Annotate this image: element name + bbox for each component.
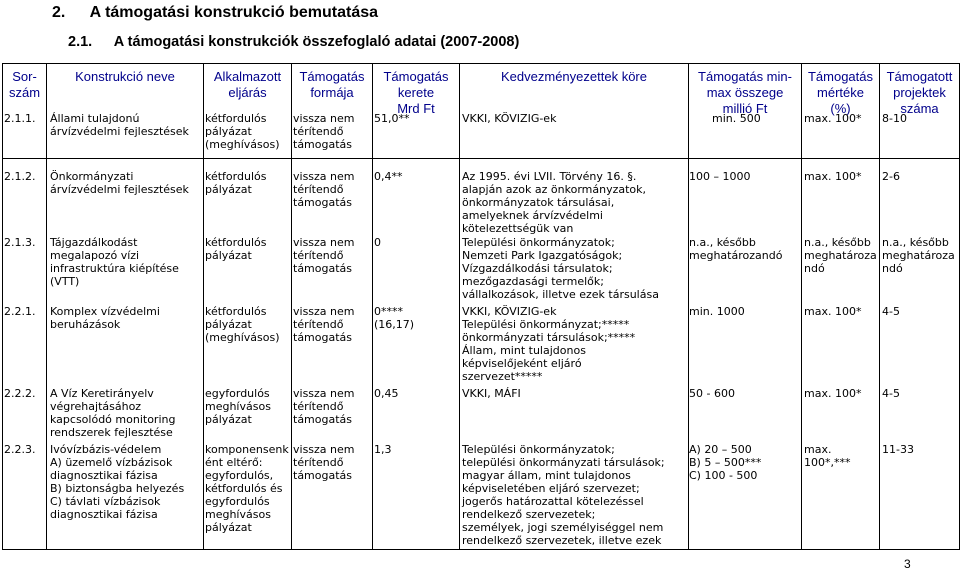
row-beneficiaries: VKKI, KÖVIZIG-ek <box>462 112 557 125</box>
row-number: 2.2.1. <box>4 305 36 318</box>
header-amount: Támogatás min- max összege millió Ft <box>698 69 792 116</box>
row-name: Tájgazdálkodást megalapozó vízi infrastruktúra kiépítése (VTT) <box>50 236 179 288</box>
table-border-top <box>2 63 960 64</box>
row-rate: max. 100* <box>804 387 862 400</box>
row-number: 2.1.1. <box>4 112 36 125</box>
row-form: vissza nem térítendő támogatás <box>293 387 355 426</box>
row-rate: max. 100* <box>804 170 862 183</box>
row-name: Ivóvízbázis-védelem A) üzemelő vízbázisok diagnosztikai fázisa B) biztonságba helyezés C) távlati vízbázisok diagnosztikai fázisa <box>50 443 185 521</box>
row-frame: 0,4** <box>374 170 403 183</box>
row-procedure: kétfordulós pályázat <box>205 236 267 262</box>
row-frame: 0 <box>374 236 381 249</box>
row-amount: A) 20 – 500 B) 5 – 500*** C) 100 - 500 <box>689 443 762 482</box>
support-constructions-table <box>2 63 960 550</box>
column-divider <box>372 63 373 550</box>
row-projects: 8-10 <box>882 112 907 125</box>
table-border-bottom <box>2 549 960 550</box>
row-rate: max. 100* <box>804 305 862 318</box>
row-name: A Víz Keretirányelv végrehajtásához kapcsolódó monitoring rendszerek fejlesztése <box>50 387 176 439</box>
row-frame: 51,0** <box>374 112 410 125</box>
column-divider <box>46 63 47 550</box>
subsection-heading <box>68 34 519 50</box>
row-name: Komplex vízvédelmi beruházások <box>50 305 160 331</box>
row-projects: 4-5 <box>882 305 900 318</box>
column-divider <box>291 63 292 550</box>
row-procedure: kétfordulós pályázat (meghívásos) <box>205 112 280 151</box>
row-beneficiaries: VKKI, MÁFI <box>462 387 521 400</box>
column-divider <box>801 63 802 550</box>
section-number: 2. <box>52 4 66 21</box>
row-form: vissza nem térítendő támogatás <box>293 170 355 209</box>
row-beneficiaries: Települési önkormányzatok; települési önkormányzati társulások; magyar állam, mint tulajdonos képviseletében eljáró szervezet; jogerős határozattal kötelezéssel rendelkező szervezetek; személyek, jogi személyiséggel nem rendelkező szervezetek, illetve ezek <box>462 443 665 547</box>
header-frame: Támogatás kerete Mrd Ft <box>383 69 449 116</box>
row-form: vissza nem térítendő támogatás <box>293 305 355 344</box>
row-name: Önkormányzati árvízvédelmi fejlesztések <box>50 170 189 196</box>
row-rate: n.a., később meghatároza ndó <box>804 236 877 275</box>
subsection-title: A támogatási konstrukciók összefoglaló adatai (2007-2008) <box>113 34 520 50</box>
row-rate: max. 100*,*** <box>804 443 851 469</box>
row-rate: max. 100* <box>804 112 862 125</box>
row-frame: 0,45 <box>374 387 399 400</box>
row-beneficiaries: VKKI, KÖVIZIG-ek Települési önkormányzat;***** önkormányzati társulások;***** Állam, mint tulajdonos képviselőjeként eljáró szervezet***** <box>462 305 636 383</box>
row-procedure: kétfordulós pályázat (meghívásos) <box>205 305 280 344</box>
header-construction-name: Konstrukció neve <box>75 69 175 84</box>
row-frame: 0**** (16,17) <box>374 305 415 331</box>
header-beneficiaries: Kedvezményezettek köre <box>501 69 647 84</box>
row-form: vissza nem térítendő támogatás <box>293 236 355 275</box>
row-number: 2.2.2. <box>4 387 36 400</box>
row-amount: min. 500 <box>712 112 761 125</box>
row-procedure: egyfordulós meghívásos pályázat <box>205 387 271 426</box>
row-number: 2.1.3. <box>4 236 36 249</box>
row-amount: min. 1000 <box>689 305 745 318</box>
row-number: 2.1.2. <box>4 170 36 183</box>
column-divider <box>459 63 460 550</box>
header-projects: Támogatott projektek száma <box>886 69 953 116</box>
subsection-number: 2.1. <box>68 34 93 50</box>
row-divider <box>2 158 960 159</box>
row-procedure: kétfordulós pályázat <box>205 170 267 196</box>
row-name: Állami tulajdonú árvízvédelmi fejlesztések <box>50 112 189 138</box>
header-procedure: Alkalmazott eljárás <box>213 69 282 100</box>
row-form: vissza nem térítendő támogatás <box>293 112 355 151</box>
row-beneficiaries: Települési önkormányzatok; Nemzeti Park Igazgatóságok; Vízgazdálkodási társulatok; mezőgazdasági termelők; vállalkozások, illetve ezek társulása <box>462 236 659 301</box>
row-amount: 50 - 600 <box>689 387 735 400</box>
header-form: Támogatás formája <box>299 69 365 100</box>
section-title: A támogatási konstrukció bemutatása <box>89 4 379 21</box>
row-beneficiaries: Az 1995. évi LVII. Törvény 16. §. alapján azok az önkormányzatok, önkormányzatok társulásai, amelyeknek árvízvédelmi kötelezettségük van <box>462 170 647 235</box>
row-procedure: komponensenk ént eltérő: egyfordulós, kétfordulós és egyfordulós meghívásos pályázat <box>205 443 289 534</box>
row-frame: 1,3 <box>374 443 392 456</box>
column-divider <box>879 63 880 550</box>
table-border-left <box>2 63 3 550</box>
row-amount: 100 – 1000 <box>689 170 751 183</box>
header-number: Sor- szám <box>8 69 41 100</box>
row-form: vissza nem térítendő támogatás <box>293 443 355 482</box>
row-projects: 4-5 <box>882 387 900 400</box>
row-projects: n.a., később meghatároza ndó <box>882 236 955 275</box>
column-divider <box>203 63 204 550</box>
row-number: 2.2.3. <box>4 443 36 456</box>
row-projects: 11-33 <box>882 443 914 456</box>
section-heading <box>52 4 378 22</box>
row-projects: 2-6 <box>882 170 900 183</box>
page-number: 3 <box>904 557 911 571</box>
row-amount: n.a., később meghatározandó <box>689 236 783 262</box>
header-rate: Támogatás mértéke (%) <box>807 69 874 116</box>
